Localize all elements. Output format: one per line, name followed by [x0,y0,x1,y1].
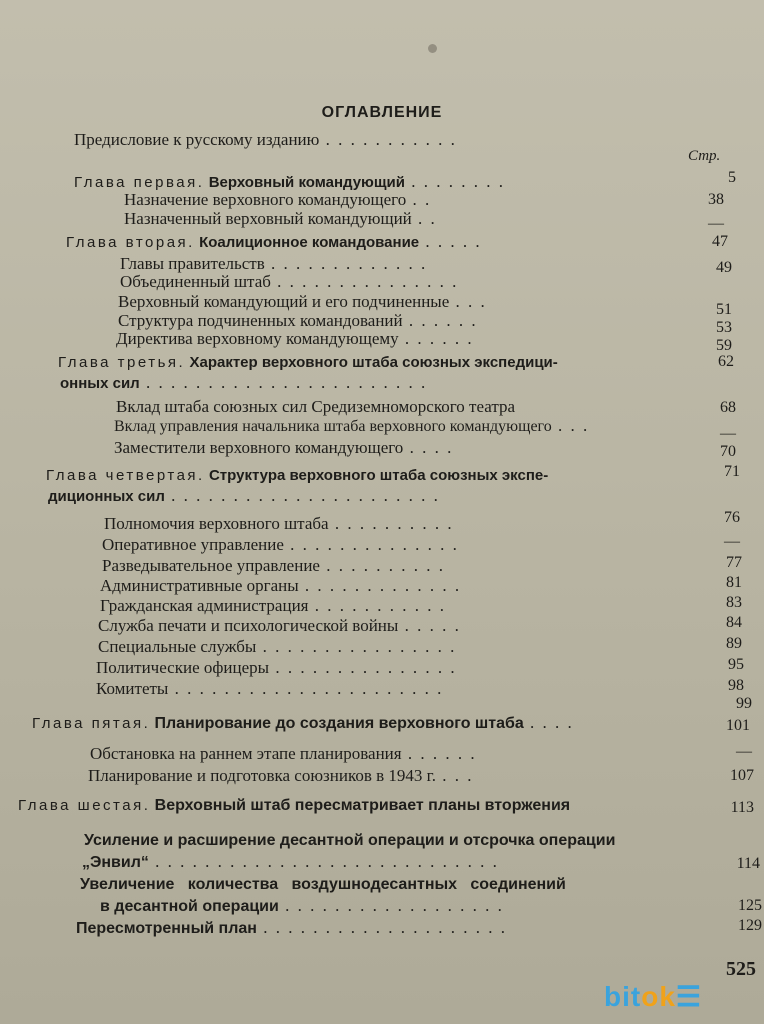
page-number: — [736,743,752,760]
toc-entry: в десантной операции . . . . . . . . . . . . . . . . . . [100,896,504,915]
page-number: 98 [728,677,744,694]
toc-entry: Назначение верховного командующего . . [124,190,432,209]
toc-chapter-2: Глава вторая. Коалиционное командование . . . . . [66,232,482,251]
page-number: 129 [738,917,762,934]
page-number: 107 [730,767,754,784]
toc-entry: Главы правительств . . . . . . . . . . . . . [120,254,428,273]
toc-entry: Служба печати и психологической войны . . . . . [98,616,461,635]
page-number: — [724,533,740,550]
toc-entry: „Энвил“ . . . . . . . . . . . . . . . . . . . . . . . . . . . . [82,852,499,871]
page-number: — [720,425,736,442]
page-number: 113 [730,799,754,816]
toc-entry: Комитеты . . . . . . . . . . . . . . . . . . . . . . [96,679,444,698]
toc-chapter-3-cont: онных сил . . . . . . . . . . . . . . . . . . . . . . . [60,373,428,392]
page-number: 59 [716,337,732,354]
toc-chapter-6: Глава шестая. Верховный штаб пересматривает планы вторжения [18,797,571,814]
toc-entry: Политические офицеры . . . . . . . . . . . . . . . [96,658,457,677]
page-number: 76 [724,509,740,526]
toc-chapter-4-cont: диционных сил . . . . . . . . . . . . . . . . . . . . . . [48,486,440,505]
toc-entry: Усиление и расширение десантной операции и отсрочка операции [84,832,616,849]
toc-chapter-3: Глава третья. Характер верховного штаба союзных экспедици- [58,354,558,371]
page-number: 81 [726,574,742,591]
toc-entry: Оперативное управление . . . . . . . . . . . . . . [102,535,459,554]
page-number: 5 [728,169,736,186]
page-number: — [708,215,724,232]
toc-entry: Увеличение количества воздушнодесантных соединений [80,876,566,893]
toc-entry: Структура подчиненных командований . . . . . . [118,311,478,330]
page-number: 99 [736,695,752,712]
page-column-label: Стр. [688,148,721,164]
toc-entry: Объединенный штаб . . . . . . . . . . . . . . . [120,272,459,291]
toc-entry: Разведывательное управление . . . . . . . . . . [102,556,445,575]
page-number: 47 [712,233,728,250]
page-number: 38 [708,191,724,208]
page-number: 68 [720,399,736,416]
page-number: 62 [718,353,734,370]
page-number: 71 [724,463,740,480]
toc-entry: Директива верховному командующему . . . . . . [116,329,474,348]
page-number: 84 [726,614,742,631]
toc-entry: Заместители верховного командующего . . . . [114,438,454,457]
page-number: 95 [728,656,744,673]
page-number: 77 [726,554,742,571]
page-number: 114 [736,855,760,872]
toc-entry-preface: Предисловие к русскому изданию . . . . . . . . . . . [74,130,457,149]
page-number: 83 [726,594,742,611]
toc-chapter-4: Глава четвертая. Структура верховного штаба союзных экспе- [46,467,549,484]
page-number: 49 [716,259,732,276]
toc-chapter-1: Глава первая. Верховный командующий . . . . . . . . [74,172,505,191]
toc-entry: Административные органы . . . . . . . . . . . . . [100,576,462,595]
page-number: 51 [716,301,732,318]
page-number: 125 [738,897,762,914]
toc-entry: Назначенный верховный командующий . . [124,209,437,228]
toc-entry: Вклад управления начальника штаба верховного командующего . . . [114,416,590,435]
toc-entry: Гражданская администрация . . . . . . . . . . . [100,596,446,615]
toc-entry: Вклад штаба союзных сил Средиземноморского театра [116,397,516,416]
watermark-logo: bitok☰ [604,981,703,1012]
toc-chapter-5: Глава пятая. Планирование до создания верховного штаба . . . . [32,713,574,732]
toc-entry: Планирование и подготовка союзников в 1943 г. . . . [88,766,474,785]
toc-entry: Полномочия верховного штаба . . . . . . . . . . [104,514,454,533]
paper-spot [428,44,437,53]
toc-entry: Обстановка на раннем этапе планирования . . . . . . [90,744,477,763]
page-number: 70 [720,443,736,460]
page-title: ОГЛАВЛЕНИЕ [321,104,443,121]
toc-entry: Специальные службы . . . . . . . . . . . . . . . . [98,637,457,656]
sheet-page-number: 525 [726,958,756,980]
page-number: 53 [716,319,732,336]
toc-entry: Пересмотренный план . . . . . . . . . . . . . . . . . . . . [76,918,507,937]
page-number: 89 [726,635,742,652]
page-number: 101 [726,717,750,734]
toc-entry: Верховный командующий и его подчиненные . . . [118,292,487,311]
